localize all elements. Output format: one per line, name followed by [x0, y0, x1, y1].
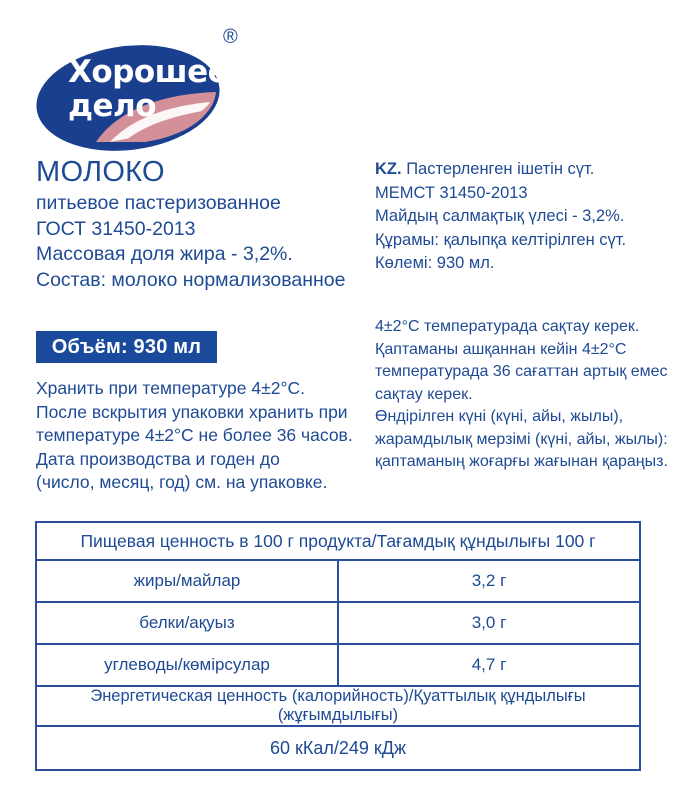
energy-value-label: Энергетическая ценность (калорийность)/Қуаттылық құндылығы (жұғымдылығы)	[36, 686, 640, 726]
nutrient-value: 4,7 г	[338, 644, 640, 686]
storage-line-kz: 4±2°C температурада сақтау керек.	[375, 318, 640, 335]
table-row-energy-value	[36, 726, 640, 770]
product-standard: ГОСТ 31450-2013	[36, 217, 196, 240]
storage-line-kz: сақтау керек.	[375, 385, 473, 403]
product-title-kz-text: Пастерленген ішетін сүт.	[406, 160, 595, 178]
product-fat-content-kz: Майдың салмақтық үлесі - 3,2%.	[375, 207, 625, 225]
nutrient-name: жиры/майлар	[36, 560, 338, 602]
brand-logo	[38, 24, 278, 142]
storage-line-kz: Өндірілген күні (күні, айы, жылы),	[375, 408, 624, 425]
nutrition-facts-table	[35, 521, 641, 771]
product-info-kz	[375, 158, 650, 276]
product-composition-kz: Құрамы: қалыпқа келтірілген сүт.	[375, 230, 627, 249]
registered-trademark-icon: ®	[223, 26, 238, 48]
storage-line-kz: температурада 36 сағаттан артық емес	[375, 363, 668, 380]
table-row	[36, 602, 640, 644]
table-row	[36, 644, 640, 686]
product-subtitle: питьевое пастеризованное	[36, 192, 281, 214]
storage-line: (число, месяц, год) см. на упаковке.	[36, 472, 328, 492]
logo-text-line1: Хорошее	[68, 54, 229, 90]
storage-instructions-kz	[375, 316, 668, 474]
table-row-energy-label	[36, 686, 640, 726]
storage-line-kz: Қаптаманы ашқаннан кейін 4±2°C	[375, 340, 627, 358]
logo-text-line2: дело	[68, 88, 157, 124]
table-row	[36, 560, 640, 602]
product-composition: Состав: молоко нормализованное	[36, 268, 346, 291]
product-title-kz	[375, 158, 650, 182]
brand-logo-graphic	[38, 24, 278, 142]
nutrition-table-header: Пищевая ценность в 100 г продукта/Тағамдық құндылығы 100 г	[36, 522, 640, 560]
storage-line: температуре 4±2°C не более 36 часов.	[36, 425, 353, 445]
language-tag-kz: KZ.	[375, 160, 402, 178]
storage-line-kz: қаптаманың жоғарғы жағынан қараңыз.	[375, 453, 668, 470]
product-volume-kz: Көлемі: 930 мл.	[375, 254, 495, 272]
storage-line-kz: жарамдылық мерзімі (күні, айы, жылы):	[375, 430, 668, 448]
volume-badge: Объём: 930 мл	[36, 331, 217, 363]
page-title: МОЛОКО	[36, 156, 165, 188]
nutrient-name: углеводы/көмірсулар	[36, 644, 338, 686]
storage-line: Хранить при температуре 4±2°C.	[36, 378, 305, 398]
product-info-ru	[36, 156, 356, 293]
storage-instructions-ru	[36, 377, 366, 495]
nutrient-name: белки/ақуыз	[36, 602, 338, 644]
storage-line: После вскрытия упаковки хранить при	[36, 401, 348, 422]
storage-line: Дата производства и годен до	[36, 448, 280, 469]
product-standard-kz: МЕМСТ 31450-2013	[375, 183, 528, 202]
energy-value-amount: 60 кКал/249 кДж	[36, 726, 640, 770]
nutrient-value: 3,2 г	[338, 560, 640, 602]
table-row-header	[36, 522, 640, 560]
product-fat-content: Массовая доля жира - 3,2%.	[36, 243, 293, 265]
nutrient-value: 3,0 г	[338, 602, 640, 644]
